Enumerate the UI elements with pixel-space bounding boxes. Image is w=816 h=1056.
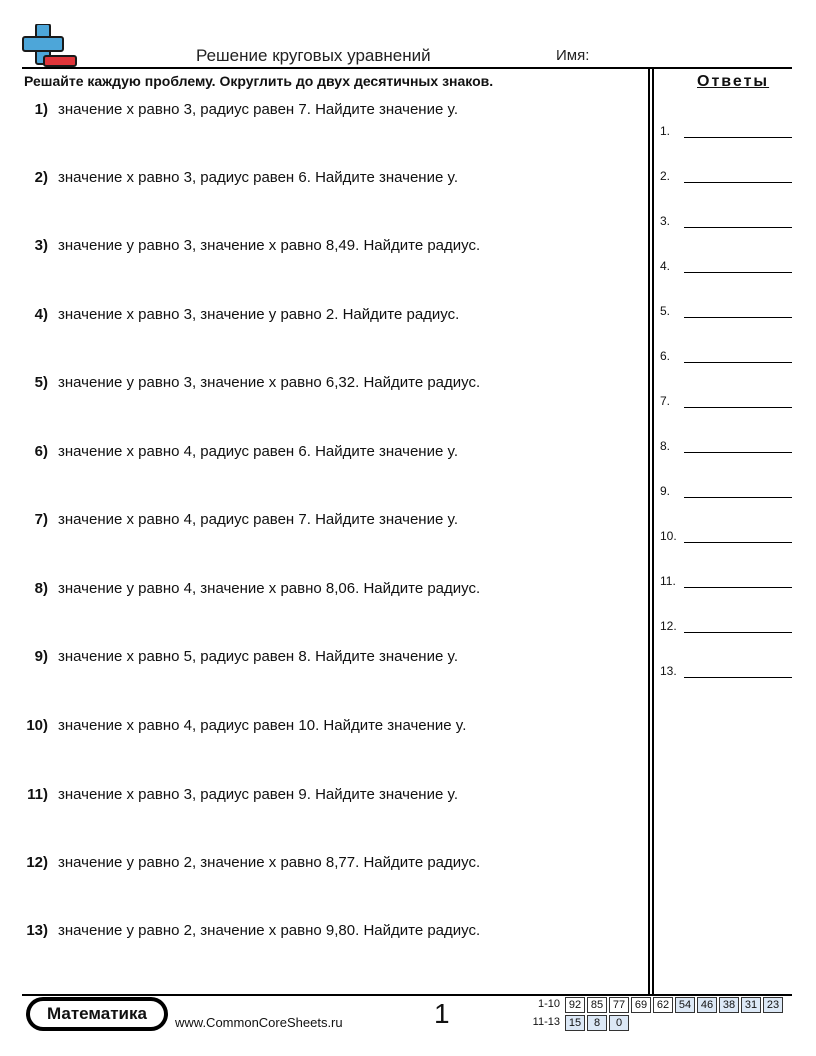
answer-field[interactable] bbox=[660, 394, 792, 414]
problem-item bbox=[0, 786, 640, 806]
problem-number: 2) bbox=[34, 169, 48, 186]
answer-number: 8. bbox=[660, 439, 671, 453]
answer-number: 2. bbox=[660, 169, 671, 183]
score-cell: 69 bbox=[631, 997, 651, 1013]
answer-line bbox=[684, 407, 792, 408]
problem-text: значение y равно 4, значение x равно 8,06. Найдите радиус. bbox=[58, 580, 481, 597]
problem-number: 5) bbox=[34, 374, 48, 391]
answer-field[interactable] bbox=[660, 214, 792, 234]
answer-line bbox=[684, 227, 792, 228]
logo-plus-minus-icon bbox=[22, 24, 78, 68]
answer-line bbox=[684, 542, 792, 543]
bottom-divider bbox=[22, 994, 792, 996]
problem-number: 8) bbox=[34, 580, 48, 597]
answer-field[interactable] bbox=[660, 124, 792, 144]
answer-number: 3. bbox=[660, 214, 671, 228]
problem-item bbox=[0, 580, 640, 600]
column-divider bbox=[648, 67, 650, 995]
answer-number: 13. bbox=[660, 664, 677, 678]
problem-item bbox=[0, 374, 640, 394]
problem-text: значение x равно 4, радиус равен 6. Найдите значение y. bbox=[58, 443, 459, 460]
problem-item bbox=[0, 648, 640, 668]
answer-line bbox=[684, 182, 792, 183]
problem-number: 7) bbox=[34, 511, 48, 528]
answer-field[interactable] bbox=[660, 574, 792, 594]
problem-text: значение y равно 3, значение x равно 8,49. Найдите радиус. bbox=[58, 237, 481, 254]
problem-text: значение y равно 3, значение x равно 6,32. Найдите радиус. bbox=[58, 374, 481, 391]
score-cell: 62 bbox=[653, 997, 673, 1013]
problem-text: значение x равно 3, радиус равен 7. Найдите значение y. bbox=[58, 101, 459, 118]
answer-number: 1. bbox=[660, 124, 671, 138]
problem-text: значение y равно 2, значение x равно 9,80. Найдите радиус. bbox=[58, 922, 481, 939]
brand-label: Математика bbox=[30, 1001, 164, 1027]
score-cell: 15 bbox=[565, 1015, 585, 1031]
problem-text: значение x равно 5, радиус равен 8. Найдите значение y. bbox=[58, 648, 459, 665]
problem-number: 1) bbox=[34, 101, 48, 118]
problem-number: 13) bbox=[26, 922, 48, 939]
problem-item bbox=[0, 511, 640, 531]
answer-line bbox=[684, 362, 792, 363]
instructions: Решайте каждую проблему. Округлить до двух десятичных знаков. bbox=[24, 73, 494, 89]
answer-line bbox=[684, 452, 792, 453]
problem-item bbox=[0, 922, 640, 942]
score-cell: 38 bbox=[719, 997, 739, 1013]
page-number: 1 bbox=[434, 998, 450, 1029]
score-cell: 85 bbox=[587, 997, 607, 1013]
answer-field[interactable] bbox=[660, 664, 792, 684]
answer-field[interactable] bbox=[660, 529, 792, 549]
problem-number: 4) bbox=[34, 306, 48, 323]
score-cell: 8 bbox=[587, 1015, 607, 1031]
top-divider bbox=[22, 67, 792, 69]
answer-field[interactable] bbox=[660, 619, 792, 639]
answers-heading: Ответы bbox=[697, 73, 770, 90]
answer-line bbox=[684, 317, 792, 318]
problem-number: 9) bbox=[34, 648, 48, 665]
answer-number: 5. bbox=[660, 304, 671, 318]
answer-field[interactable] bbox=[660, 349, 792, 369]
problem-item bbox=[0, 237, 640, 257]
answer-line bbox=[684, 587, 792, 588]
answer-line bbox=[684, 497, 792, 498]
problem-number: 11) bbox=[27, 786, 48, 803]
answer-line bbox=[684, 632, 792, 633]
score-cell: 0 bbox=[609, 1015, 629, 1031]
column-divider bbox=[652, 67, 654, 995]
site-url[interactable]: www.CommonCoreSheets.ru bbox=[175, 1015, 343, 1030]
answer-number: 7. bbox=[660, 394, 671, 408]
answer-field[interactable] bbox=[660, 259, 792, 279]
answer-field[interactable] bbox=[660, 484, 792, 504]
answer-line bbox=[684, 272, 792, 273]
score-row-label: 1-10 bbox=[537, 998, 560, 1010]
answer-field[interactable] bbox=[660, 169, 792, 189]
problem-number: 3) bbox=[34, 237, 48, 254]
answer-line bbox=[684, 677, 792, 678]
problem-number: 12) bbox=[26, 854, 48, 871]
problem-item bbox=[0, 306, 640, 326]
answer-number: 11. bbox=[660, 574, 676, 588]
answer-number: 12. bbox=[660, 619, 677, 633]
problem-number: 10) bbox=[26, 717, 48, 734]
problem-text: значение x равно 4, радиус равен 10. Найдите значение y. bbox=[58, 717, 467, 734]
problem-item bbox=[0, 443, 640, 463]
score-cell: 23 bbox=[763, 997, 783, 1013]
problem-text: значение x равно 4, радиус равен 7. Найдите значение y. bbox=[58, 511, 459, 528]
answer-field[interactable] bbox=[660, 439, 792, 459]
score-cell: 54 bbox=[675, 997, 695, 1013]
problem-item bbox=[0, 169, 640, 189]
problem-item bbox=[0, 854, 640, 874]
problem-text: значение x равно 3, радиус равен 6. Найдите значение y. bbox=[58, 169, 459, 186]
name-label: Имя: bbox=[556, 47, 590, 64]
problem-number: 6) bbox=[34, 443, 48, 460]
problem-text: значение x равно 3, радиус равен 9. Найдите значение y. bbox=[58, 786, 459, 803]
score-cell: 77 bbox=[609, 997, 629, 1013]
problem-item bbox=[0, 101, 640, 121]
score-row-label: 11-13 bbox=[532, 1016, 560, 1028]
problem-text: значение x равно 3, значение y равно 2. Найдите радиус. bbox=[58, 306, 460, 323]
brand-badge bbox=[26, 997, 168, 1031]
page-title: Решение круговых уравнений bbox=[196, 46, 431, 65]
score-cell: 92 bbox=[565, 997, 585, 1013]
answer-number: 10. bbox=[660, 529, 677, 543]
answer-field[interactable] bbox=[660, 304, 792, 324]
score-cell: 46 bbox=[697, 997, 717, 1013]
answer-number: 4. bbox=[660, 259, 671, 273]
problem-text: значение y равно 2, значение x равно 8,77. Найдите радиус. bbox=[58, 854, 481, 871]
problem-item bbox=[0, 717, 640, 737]
answer-number: 9. bbox=[660, 484, 671, 498]
score-cell: 31 bbox=[741, 997, 761, 1013]
answer-line bbox=[684, 137, 792, 138]
answer-number: 6. bbox=[660, 349, 671, 363]
